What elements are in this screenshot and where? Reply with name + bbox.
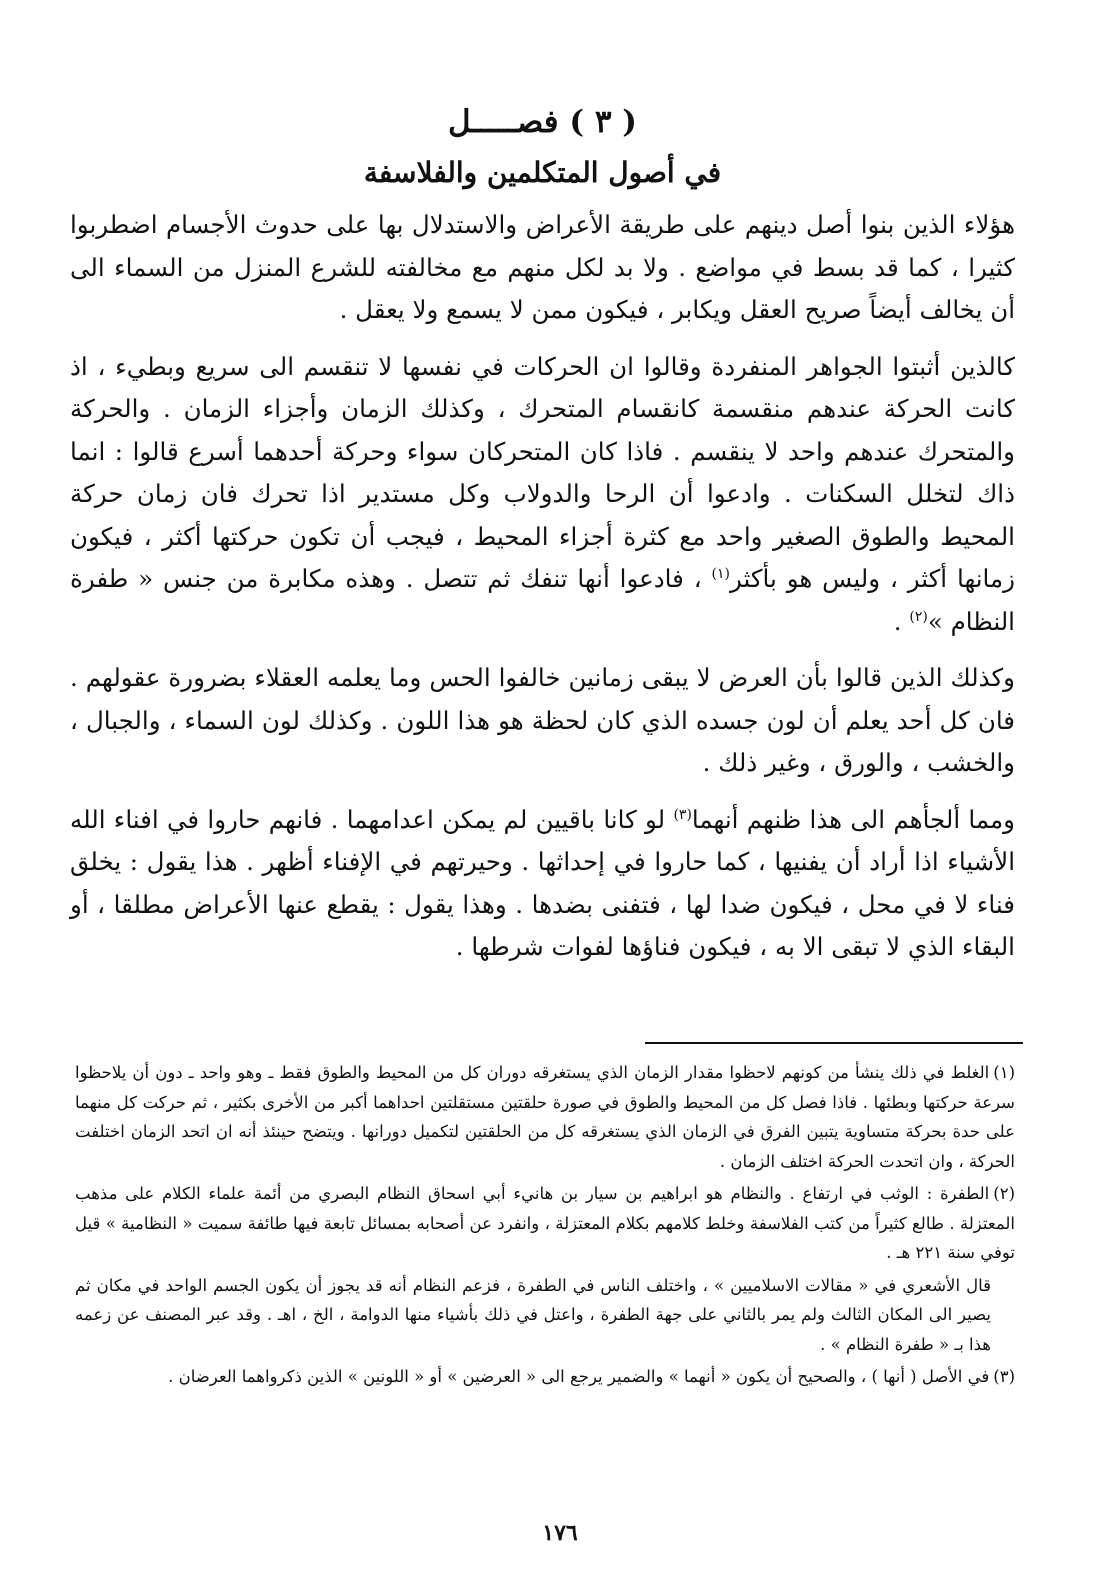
footnote-2-continued (75, 1271, 1015, 1360)
section-heading: ( ٣ ) فصـــــل (448, 104, 637, 140)
footnote-number: (٣) (993, 1367, 1015, 1386)
paragraph-2 (70, 346, 1015, 644)
footnote-text: الغلط في ذلك ينشأ من كونهم لاحظوا مقدار الزمان الذي يستغرقه دوران كل من المحيط والطوق فقط ـ وهو واحد ـ دون أن يلاحظوا سرعة حركتها وبطئها . فاذا فصل كل من المحيط والطوق في صورة حلقتين مستقلتين احداهما أكبر من الأخرى بكثير ، ثم حركت كل منهما على حدة بحركة متساوية يتبين الفرق في الزمان الذي يستغرقه كل من الحلقتين لتكميل دورانها . ويتضح حينئذ أنه ان اتحد الزمان اختلفت الحركة ، وان اتحدت الحركة اختلف الزمان . (75, 1063, 1015, 1171)
footnote-3 (75, 1362, 1015, 1392)
footnote-ref-1: (١) (711, 565, 730, 582)
footnote-1 (75, 1058, 1015, 1176)
footnote-ref-2: (٢) (909, 608, 928, 625)
paragraph-1: هؤلاء الذين بنوا أصل دينهم على طريقة الأعراض والاستدلال بها على حدوث الأجسام اضطربوا كثيرا ، كما قد بسط في مواضع . ولا بد لكل منهم مع مخالفته للشرع المنزل من السماء الى أن يخالف أيضاً صريح العقل ويكابر ، فيكون ممن لا يسمع ولا يعقل . (70, 210, 1015, 324)
paragraph-2-end: . (893, 606, 902, 636)
paragraph-3: وكذلك الذين قالوا بأن العرض لا يبقى زمانين خالفوا الحس وما يعلمه العقلاء بضرورة عقولهم . فان كل أحد يعلم أن لون جسده الذي كان لحظة هو هذا اللون . وكذلك لون السماء ، والجبال ، والخشب ، والورق ، وغير ذلك . (70, 663, 1015, 777)
paragraph-4-start: ومما ألجأهم الى هذا ظنهم أنهما (691, 804, 1015, 834)
footnote-text: في الأصل ( أنها ) ، والصحيح أن يكون « أنهما » والضمير يرجع الى « العرضين » أو « اللونين » الذين ذكرواهما العرضان . (168, 1367, 990, 1386)
footnote-2 (75, 1179, 1015, 1268)
footnotes (75, 1058, 1015, 1395)
page-body (70, 100, 1015, 983)
footnote-divider (645, 1042, 1023, 1044)
paragraph-2-text: كالذين أثبتوا الجواهر المنفردة وقالوا ان الحركات في نفسها لا تنقسم الى سريع وبطيء ، اذ كانت الحركة عندهم منقسمة كانقسام المتحرك ، وكذلك الزمان وأجزاء الزمان . والحركة والمتحرك عندهم واحد لا ينقسم . فاذا كان المتحركان سواء وحركة أحدهما أسرع قالوا : انما ذاك لتخلل السكنات . وادعوا أن الرحا والدولاب وكل مستدير اذا تحرك فان زمان حركة المحيط والطوق الصغير واحد مع كثرة أجزاء المحيط ، فيجب أن تكون حركتها أكثر ، فيكون زمانها أكثر ، وليس هو بأكثر (70, 351, 1015, 593)
paragraph-2-middle: ، فادعوا أنها تنفك ثم تتصل . وهذه مكابرة من جنس « طفرة النظام » (70, 564, 1015, 636)
footnote-text: الطفرة : الوثب في ارتفاع . والنظام هو ابراهيم بن سيار بن هانيء أبي اسحاق النظام البصري من أئمة علماء الكلام على مذهب المعتزلة . طالع كثيراً من كتب الفلاسفة وخلط كلامهم بكلام المعتزلة ، وانفرد عن أصحابه بمسائل تابعة فيها طائفة سميت « النظامية » قيل توفي سنة ٢٢١ هـ . (75, 1184, 1015, 1262)
footnote-number: (١) (993, 1063, 1015, 1082)
paragraph-4 (70, 799, 1015, 969)
footnote-number: (٢) (993, 1184, 1015, 1203)
footnote-text: قال الأشعري في « مقالات الاسلاميين » ، واختلف الناس في الطفرة ، فزعم النظام أنه قد يجوز أن يكون الجسم الواحد في مكان ثم يصير الى المكان الثالث ولم يمر بالثاني على جهة الطفرة ، واعتل في ذلك بأشياء منها الدوامة ، الخ ، اهـ . وقد عبر المصنف عن زعمه هذا بـ « طفرة النظام » . (75, 1275, 991, 1354)
page-number: ١٧٦ (542, 1520, 578, 1546)
paragraph-4-text: لو كانا باقيين لم يمكن اعدامهما . فانهم حاروا في افناء الله الأشياء اذا أراد أن يفنيها ، كما حاروا في إحداثها . وحيرتهم في الإفناء أظهر . هذا يقول : يخلق فناء لا في محل ، فيكون ضدا لها ، فتفنى بضدها . وهذا يقول : يقطع عنها الأعراض مطلقا ، أو البقاء الذي لا تبقى الا به ، فيكون فناؤها لفوات شرطها . (70, 804, 1015, 961)
footnote-ref-3: (٣) (673, 806, 692, 823)
section-subheading: في أصول المتكلمين والفلاسفة (363, 156, 722, 189)
